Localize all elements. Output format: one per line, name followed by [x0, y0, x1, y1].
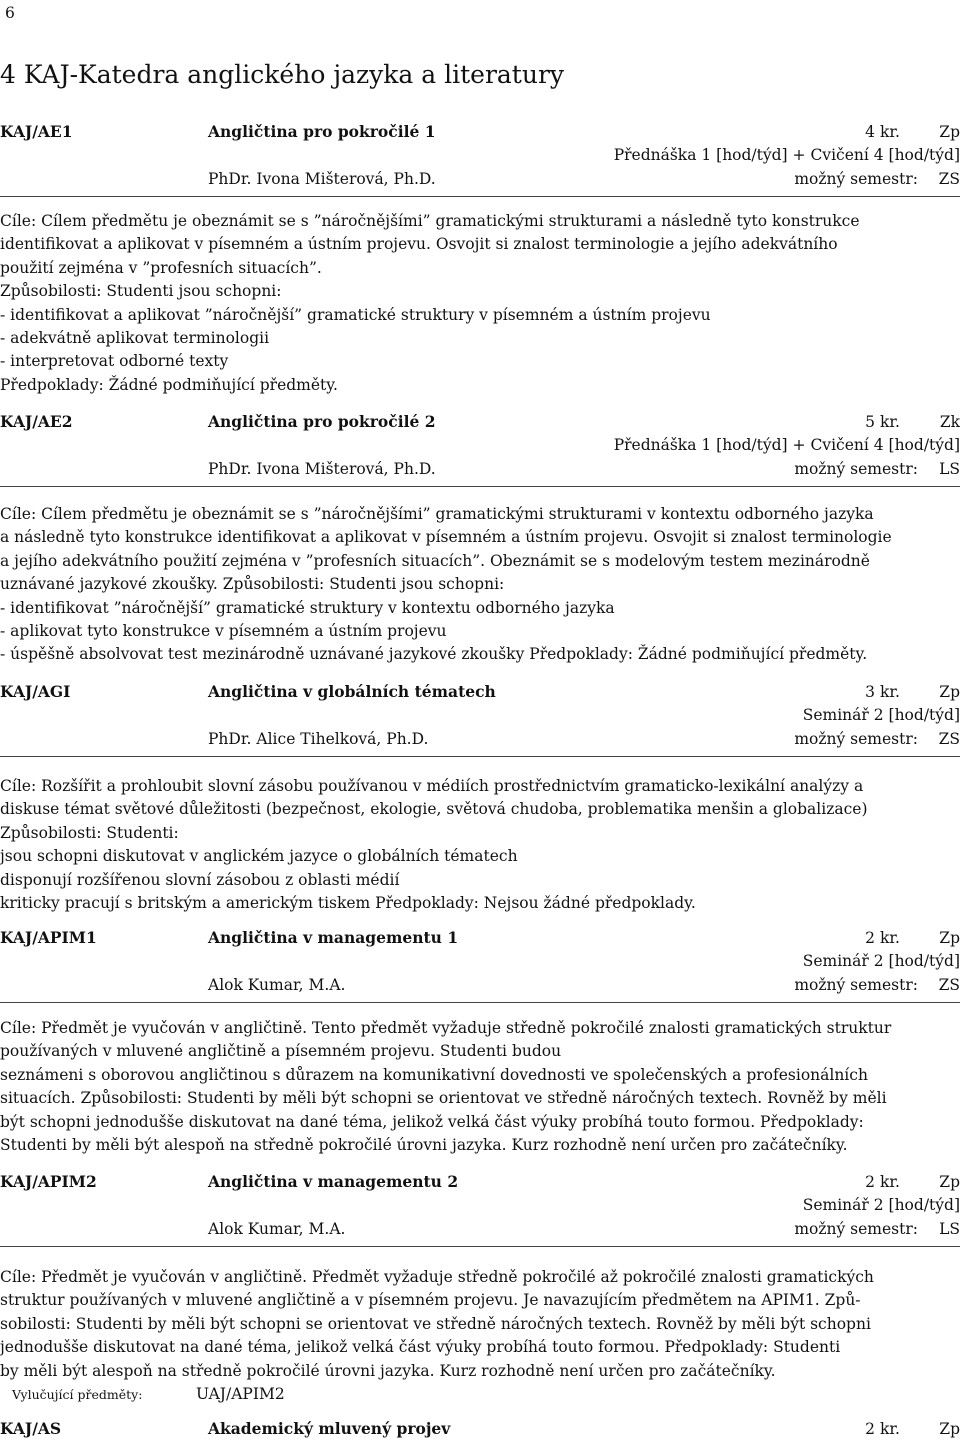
description-line: identifikovat a aplikovat v písemném a ústním projevu. Osvojit si znalost terminologie a jejího adekvátního	[0, 235, 838, 254]
divider	[0, 486, 960, 487]
description-line: - identifikovat ”náročnější” gramatické struktury v kontextu odborného jazyka	[0, 598, 615, 617]
description-line: kriticky pracují s britským a americkým tiskem Předpoklady: Nejsou žádné předpoklady.	[0, 894, 696, 913]
course-credits: 5 kr.	[865, 413, 900, 431]
course-hours-row	[0, 433, 960, 457]
description-line: používaných v mluvené angličtině a písemném projevu. Studenti budou	[0, 1042, 562, 1061]
course-header-row	[0, 926, 960, 950]
course-hours-row	[0, 1193, 960, 1217]
course-credits: 2 kr.	[865, 1420, 900, 1438]
description-line: Cíle: Cílem předmětu je obeznámit se s ”náročnějšími” gramatickými strukturami v kontextu odborného jazyka	[0, 505, 874, 523]
course-description	[0, 775, 960, 915]
description-line: Způsobilosti: Studenti:	[0, 823, 179, 842]
description-line: situacích. Způsobilosti: Studenti by měli být schopni se orientovat ve středně náročných textech. Rovněž by měli	[0, 1089, 887, 1108]
course-exam-type: Zk	[939, 413, 960, 431]
excluded-value: UAJ/APIM2	[196, 1385, 285, 1404]
course-header-row	[0, 120, 960, 144]
divider	[0, 756, 960, 757]
course-hours: Přednáška 1 [hod/týd] + Cvičení 4 [hod/týd]	[613, 146, 960, 164]
course-exam-type: Zp	[939, 123, 960, 141]
course-title: Angličtina v managementu 1	[208, 928, 459, 947]
course-title: Angličtina pro pokročilé 1	[208, 122, 436, 141]
course-lecturer-row	[0, 1217, 960, 1241]
course-description	[0, 1017, 960, 1157]
description-line: by měli být alespoň na středně pokročilé úrovni jazyka. Kurz rozhodně není určen pro začátečníky.	[0, 1361, 776, 1380]
course-hours-row	[0, 143, 960, 167]
course-lecturer-row	[0, 457, 960, 481]
description-line: Cíle: Cílem předmětu je obeznámit se s ”náročnějšími” gramatickými strukturami a následně tyto konstrukce	[0, 212, 860, 230]
course-lecturer-row	[0, 167, 960, 191]
description-line: - identifikovat a aplikovat ”náročnější” gramatické struktury v písemném a ústním projevu	[0, 305, 711, 324]
course-hours: Seminář 2 [hod/týd]	[802, 706, 960, 724]
description-line: Předpoklady: Žádné podmiňující předměty.	[0, 375, 338, 394]
course-semester: ZS	[938, 170, 960, 188]
semester-label: možný semestr:	[794, 460, 918, 478]
course-code: KAJ/AS	[0, 1419, 62, 1438]
course-credits: 2 kr.	[865, 929, 900, 947]
course-credits: 3 kr.	[865, 683, 900, 701]
course-lecturer: PhDr. Ivona Mišterová, Ph.D.	[208, 170, 436, 188]
course-lecturer-row	[0, 973, 960, 997]
course-hours: Přednáška 1 [hod/týd] + Cvičení 4 [hod/týd]	[613, 436, 960, 454]
course-exam-type: Zp	[939, 929, 960, 947]
excluded-row	[0, 1383, 960, 1406]
description-line: jednodušše diskutovat na dané téma, jelikož velká část výuky probíhá touto formou. Předpoklady: Studenti	[0, 1338, 841, 1357]
course-lecturer-row	[0, 727, 960, 751]
course-lecturer: PhDr. Ivona Mišterová, Ph.D.	[208, 460, 436, 478]
description-line: uznávané jazykové zkoušky. Způsobilosti: Studenti jsou schopni:	[0, 575, 505, 594]
course-semester: LS	[939, 1220, 960, 1238]
description-line: a následně tyto konstrukce identifikovat a aplikovat v písemném a ústním projevu. Osvojit si znalost terminologie	[0, 528, 892, 547]
course-exam-type: Zp	[939, 1420, 960, 1438]
description-line: - aplikovat tyto konstrukce v písemném a ústním projevu	[0, 622, 447, 641]
course-hours-row	[0, 703, 960, 727]
description-line: - adekvátně aplikovat terminologii	[0, 329, 270, 348]
course-header-row	[0, 410, 960, 434]
description-line: Cíle: Předmět je vyučován v angličtině. Předmět vyžaduje středně pokročilé až pokročilé znalosti gramatických	[0, 1268, 874, 1286]
description-line: a jejího adekvátního použití zejména v ”profesních situacích”. Obeznámit se s modelovým testem mezinárodně	[0, 551, 870, 570]
description-line: Způsobilosti: Studenti jsou schopni:	[0, 282, 282, 301]
course-code: KAJ/AGI	[0, 682, 71, 701]
semester-label: možný semestr:	[794, 1220, 918, 1238]
course-semester: LS	[939, 460, 960, 478]
course-description	[0, 210, 960, 397]
course-lecturer: Alok Kumar, M.A.	[208, 1220, 346, 1238]
description-line: struktur používaných v mluvené angličtině a v písemném projevu. Je navazujícím předmětem na APIM1. Způ-	[0, 1291, 861, 1310]
course-hours-row	[0, 949, 960, 973]
description-line: Cíle: Rozšířit a prohloubit slovní zásobu používanou v médiích prostřednictvím gramaticko-lexikální analýzy a	[0, 777, 864, 795]
course-lecturer: PhDr. Alice Tihelková, Ph.D.	[208, 730, 429, 748]
description-line: disponují rozšířenou slovní zásobou z oblasti médií	[0, 870, 400, 889]
divider	[0, 1002, 960, 1003]
course-code: KAJ/AE1	[0, 122, 73, 141]
course-description	[0, 503, 960, 667]
chapter-title: 4 KAJ-Katedra anglického jazyka a literatury	[0, 60, 565, 89]
semester-label: možný semestr:	[794, 730, 918, 748]
course-code: KAJ/APIM1	[0, 928, 97, 947]
course-header-row	[0, 1170, 960, 1194]
course-hours: Seminář 2 [hod/týd]	[802, 1196, 960, 1214]
course-title: Angličtina pro pokročilé 2	[208, 412, 436, 431]
course-exam-type: Zp	[939, 683, 960, 701]
divider	[0, 1246, 960, 1247]
page-number: 6	[5, 4, 15, 22]
description-line: Cíle: Předmět je vyučován v angličtině. Tento předmět vyžaduje středně pokročilé znalosti gramatických struktur	[0, 1019, 892, 1037]
course-title: Akademický mluvený projev	[208, 1419, 451, 1438]
description-line: použití zejména v ”profesních situacích”.	[0, 258, 322, 277]
course-exam-type: Zp	[939, 1173, 960, 1191]
description-line: - interpretovat odborné texty	[0, 352, 229, 371]
description-line: - úspěšně absolvovat test mezinárodně uznávané jazykové zkoušky Předpoklady: Žádné podmiňující předměty.	[0, 645, 868, 664]
course-description	[0, 1266, 960, 1406]
course-header-row	[0, 1417, 960, 1441]
description-line: jsou schopni diskutovat v anglickém jazyce o globálních tématech	[0, 847, 518, 866]
divider	[0, 196, 960, 197]
course-header-row	[0, 680, 960, 704]
excluded-label: Vylučující předměty:	[12, 1387, 143, 1403]
description-line: sobilosti: Studenti by měli být schopni se orientovat ve středně náročných textech. Rovněž by měli být schopni	[0, 1314, 871, 1333]
course-title: Angličtina v managementu 2	[208, 1172, 459, 1191]
course-hours: Seminář 2 [hod/týd]	[802, 952, 960, 970]
course-credits: 4 kr.	[865, 123, 900, 141]
course-credits: 2 kr.	[865, 1173, 900, 1191]
course-code: KAJ/AE2	[0, 412, 73, 431]
description-line: být schopni jednodušše diskutovat na dané téma, jelikož velká část výuky probíhá touto formou. Předpoklady:	[0, 1112, 864, 1131]
description-line: Studenti by měli být alespoň na středně pokročilé úrovni jazyka. Kurz rozhodně není určen pro začátečníky.	[0, 1136, 848, 1155]
semester-label: možný semestr:	[794, 976, 918, 994]
course-semester: ZS	[938, 976, 960, 994]
course-title: Angličtina v globálních tématech	[208, 682, 496, 701]
description-line: seznámeni s oborovou angličtinou s důrazem na komunikativní dovednosti ve společenských a profesionálních	[0, 1065, 868, 1084]
course-semester: ZS	[938, 730, 960, 748]
course-code: KAJ/APIM2	[0, 1172, 97, 1191]
course-lecturer: Alok Kumar, M.A.	[208, 976, 346, 994]
semester-label: možný semestr:	[794, 170, 918, 188]
description-line: diskuse témat světové důležitosti (bezpečnost, ekologie, světová chudoba, problematika menšin a globalizace)	[0, 800, 868, 819]
